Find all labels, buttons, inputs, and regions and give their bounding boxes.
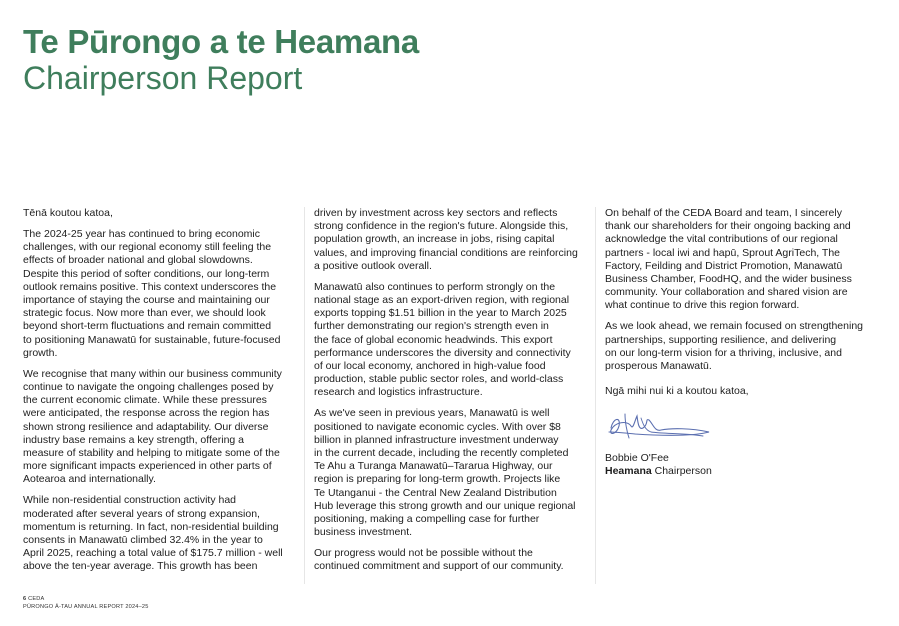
text-line: Factory, Feilding and District Promotion, Manawatū (605, 259, 843, 272)
text-line: measure of stability and helping to mitigate some of the (23, 447, 280, 460)
signer-name: Bobbie O'Fee (605, 452, 669, 465)
text-line: momentum is returning. In fact, non-residential building (23, 520, 279, 533)
text-line: driven by investment across key sectors and reflects (314, 207, 558, 219)
text-line: billion in planned infrastructure investment underway (314, 433, 559, 446)
title-maori: Te Pūrongo a te Heamana (23, 23, 419, 60)
text-line: continue to navigate the ongoing challenges posed by (23, 381, 274, 394)
text-line: values, and improving financial conditions are reinforcing (314, 246, 578, 259)
text-line: a positive outlook overall. (314, 259, 432, 272)
text-line: growth. (23, 346, 58, 359)
text-line: On behalf of the CEDA Board and team, I sincerely (605, 207, 842, 219)
paragraph (314, 407, 590, 539)
text-line: to positioning Manawatū for sustainable, future-focused (23, 333, 281, 346)
paragraph (605, 320, 877, 373)
text-line: strong confidence in the region's future. Alongside this, (314, 220, 569, 233)
text-line: Te Ahu a Turanga Manawatū–Tararua Highway, our (314, 460, 553, 473)
text-line: partners - local iwi and hapū, Sprout AgriTech, The (605, 246, 841, 259)
text-line: population growth, an increase in jobs, rising capital (314, 233, 555, 246)
text-line: further demonstrating our region's strength even in (314, 320, 549, 333)
text-line: thank our shareholders for their ongoing backing and (605, 220, 851, 233)
text-line: the current economic climate. While these pressures (23, 394, 267, 407)
text-line: in the current decade, including the recently completed (314, 447, 569, 460)
greeting: Tēnā koutou katoa, (23, 207, 113, 219)
text-line: Business Chamber, FoodHQ, and the wider business (605, 273, 852, 286)
text-line: business investment. (314, 526, 413, 539)
text-line: We recognise that many within our business community (23, 367, 282, 380)
text-line: partnerships, supporting resilience, and delivering (605, 333, 837, 346)
text-line: Manawatū also continues to perform strongly on the (314, 280, 556, 293)
paragraph (23, 228, 295, 360)
text-line: Despite this period of softer conditions, our long-term (23, 267, 270, 280)
signer-role (605, 465, 877, 478)
text-line: importance of staying the course and maintaining our (23, 294, 270, 307)
text-line: of our local economy, anchored in high-value food (314, 360, 546, 373)
text-line: region is preparing for long-term growth. Projects like (314, 473, 561, 486)
text-line: continued commitment and support of our community. (314, 560, 564, 573)
body-column-2 (314, 207, 590, 581)
text-line: industry base remains a key strength, offering a (23, 433, 245, 446)
closing-salutation: Ngā mihi nui ki a koutou katoa, (605, 385, 749, 398)
text-line: Hub leverage this strong growth and our unique regional (314, 499, 576, 512)
text-line: strategic focus. Now more than ever, we should look (23, 307, 266, 320)
paragraph (23, 368, 295, 487)
body-column-3 (605, 207, 877, 486)
text-line: on our long-term vision for a thriving, inclusive, and (605, 346, 842, 359)
signer-role-english: Chairperson (654, 465, 712, 478)
text-line: effects of broader national and global slowdowns. (23, 254, 253, 267)
text-line: what continue to drive this region forward. (605, 299, 800, 312)
text-line: positioning, making a compelling case for further (314, 513, 540, 526)
paragraph (605, 207, 877, 313)
text-line: April 2025, reaching a total value of $175.7 million - well (23, 547, 283, 560)
paragraph (314, 207, 590, 273)
title-english: Chairperson Report (23, 60, 303, 96)
text-line: research and logistics infrastructure. (314, 386, 483, 399)
text-line: As we look ahead, we remain focused on strengthening (605, 320, 863, 333)
text-line: Our progress would not be possible without the (314, 547, 533, 560)
footer-report-title: PŪRONGO Ā-TAU ANNUAL REPORT 2024–25 (23, 604, 149, 610)
text-line: were anticipated, the response across the region has (23, 407, 270, 420)
text-line: outlook remains positive. This context underscores the (23, 280, 277, 293)
text-line: above the ten-year average. This growth has been (23, 560, 258, 573)
text-line: the face of global economic headwinds. This export (314, 333, 553, 346)
text-line: positioned to navigate economic cycles. With over $8 (314, 420, 561, 433)
text-line: prosperous Manawatū. (605, 360, 712, 373)
signer-role-maori: Heamana (605, 465, 652, 478)
text-line: challenges, with our regional economy still feeling the (23, 241, 272, 254)
text-line: performance underscores the diversity and connectivity (314, 346, 571, 359)
text-line: Te Utanganui - the Central New Zealand Distribution (314, 486, 557, 499)
text-line: production, stable public sector roles, and world-class (314, 373, 564, 386)
handwritten-signature (605, 406, 715, 446)
text-line: more significant impacts experienced in other parts of (23, 460, 272, 473)
report-title-block (23, 24, 419, 96)
footer-org: CEDA (28, 596, 45, 602)
text-line: national stage as an export-driven region, with regional (314, 294, 570, 307)
paragraph (314, 547, 590, 573)
footer-page-line (23, 595, 149, 603)
text-line: As we've seen in previous years, Manawatū is well (314, 407, 550, 420)
text-line: moderated after several years of strong expansion, (23, 507, 260, 520)
text-line: While non-residential construction activity had (23, 494, 237, 507)
text-line: exports topping $1.51 billion in the year to March 2025 (314, 307, 567, 320)
text-line: beyond short-term fluctuations and remain committed (23, 320, 272, 333)
text-line: consents in Manawatū climbed 32.4% in the year to (23, 534, 263, 547)
body-column-1 (23, 207, 295, 581)
paragraph (23, 494, 295, 573)
text-line: The 2024-25 year has continued to bring economic (23, 228, 260, 240)
text-line: shown strong resilience and adaptability. Our diverse (23, 420, 269, 433)
report-body (0, 207, 899, 585)
page-footer (23, 595, 149, 611)
text-line: community. Your collaboration and shared vision are (605, 286, 848, 299)
signer-name-block (605, 452, 877, 478)
text-line: acknowledge the vital contributions of our regional (605, 233, 838, 246)
text-line: Aotearoa and internationally. (23, 473, 156, 486)
page-number: 6 (23, 596, 27, 602)
paragraph (314, 281, 590, 400)
